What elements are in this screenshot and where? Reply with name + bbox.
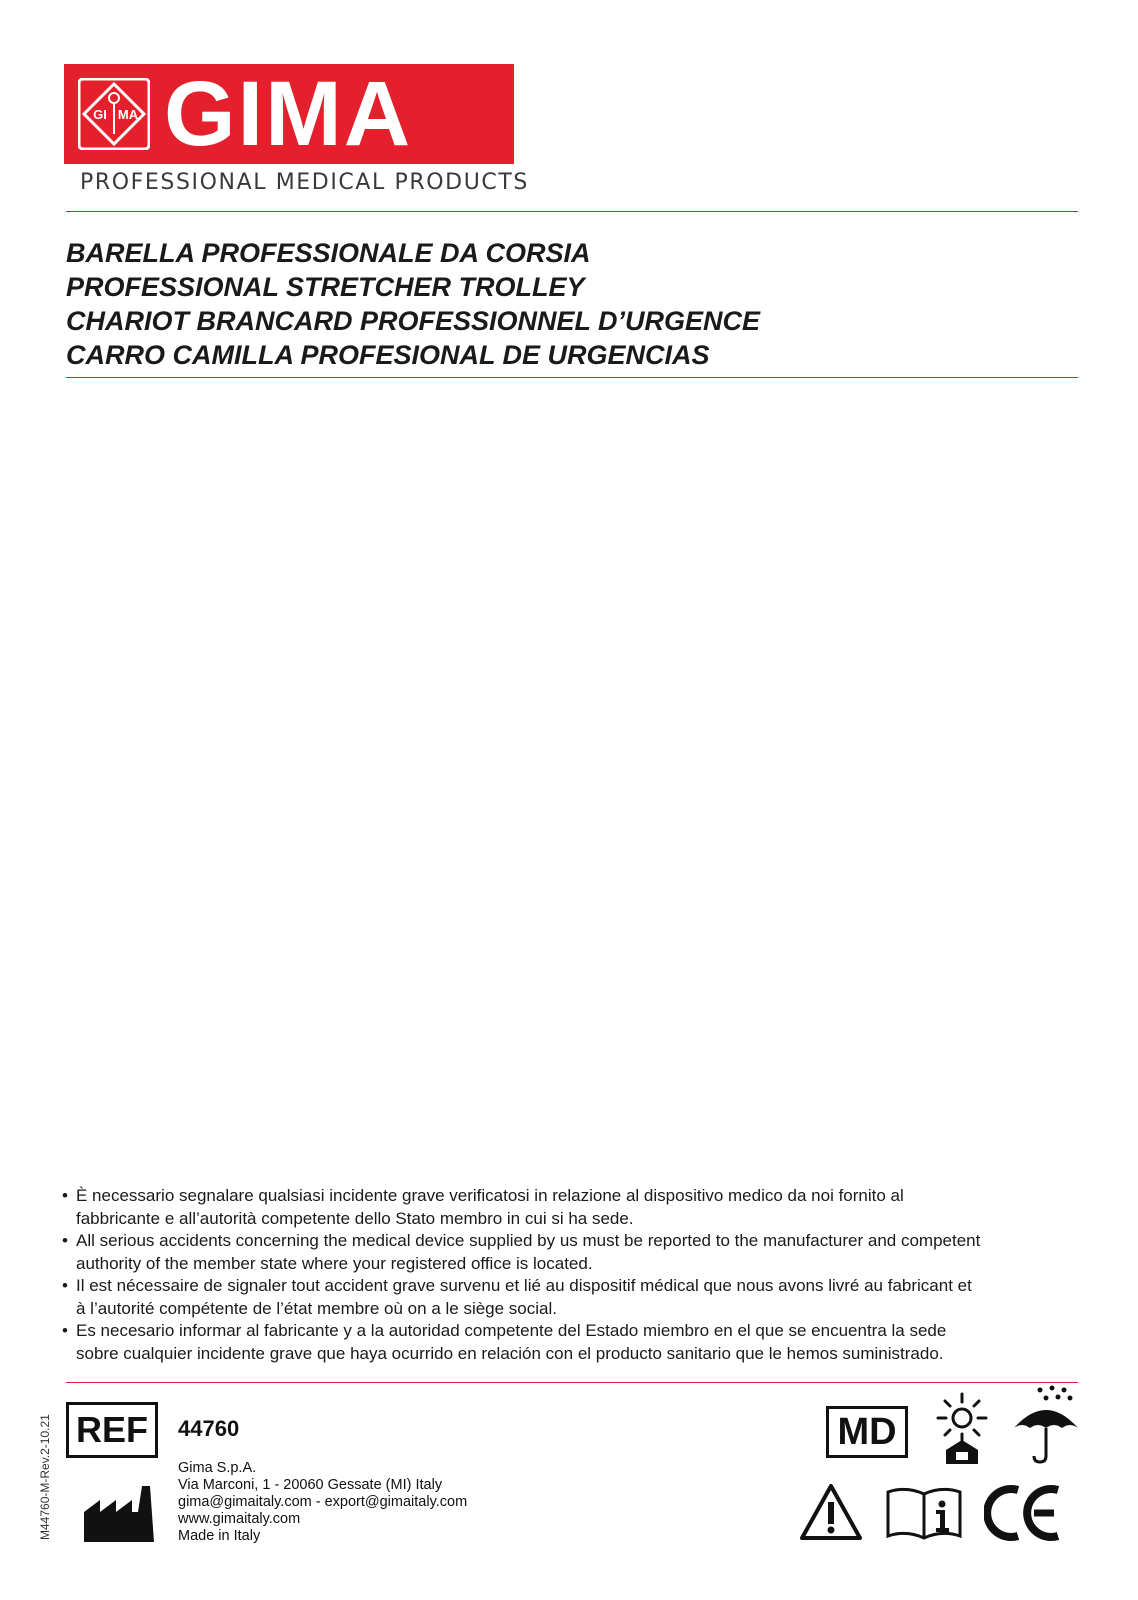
notice-line: All serious accidents concerning the medical device supplied by us must be reported to the manufacturer and competent [76,1231,981,1250]
ref-symbol: REF [66,1402,158,1458]
notice-line: authority of the member state where your registered office is located. [76,1253,593,1273]
logo-wordmark: GIMA [164,63,413,165]
notice-item-es [62,1320,1092,1365]
notice-item-en [62,1230,1092,1275]
notice-line: fabbricante e all’autorità competente dello Stato membro in cui si ha sede. [76,1208,634,1228]
company-origin: Made in Italy [178,1528,261,1544]
notice-line: Es necesario informar al fabricante y a la autoridad competente del Estado miembro en el que se encuentra la sede [76,1321,947,1340]
divider-footer [66,1382,1078,1383]
ref-number: 44760 [178,1416,240,1441]
bullet: • [62,1321,68,1340]
bullet: • [62,1231,68,1250]
notice-item-fr [62,1275,1092,1320]
bullet: • [62,1276,68,1295]
incident-notice [62,1185,1092,1365]
title-en: PROFESSIONAL STRETCHER TROLLEY [66,272,585,302]
company-email: gima@gimaitaly.com - export@gimaitaly.com [178,1494,468,1510]
divider-top [66,211,1078,212]
tagline: PROFESSIONAL MEDICAL PRODUCTS [80,170,529,195]
notice-item-it [62,1185,1092,1230]
manufacturer-info [178,1460,467,1545]
warning-icon [798,1482,864,1542]
bullet: • [62,1186,68,1205]
product-titles [66,236,760,372]
ce-mark-icon [984,1484,1064,1542]
notice-line: È necessario segnalare qualsiasi incidente grave verificatosi in relazione al dispositivo medico da noi fornito al [76,1186,904,1205]
gima-emblem-icon [78,78,150,150]
company-name: Gima S.p.A. [178,1460,257,1476]
document-code: M44760-M-Rev.2-10.21 [38,1414,52,1540]
instructions-icon [884,1484,964,1542]
notice-line: Il est nécessaire de signaler tout accident grave survenu et lié au dispositif médical que nous avons livré au fabricant et [76,1276,972,1295]
keep-dry-icon [1010,1384,1082,1464]
emblem-text-right: MA [117,107,139,122]
company-address: Via Marconi, 1 - 20060 Gessate (MI) Italy [178,1477,443,1493]
notice-line: sobre cualquier incidente grave que haya ocurrido en relación con el producto sanitario que le hemos suministrado. [76,1343,944,1363]
notice-line: à l’autorité compétente de l’état membre où on a le siège social. [76,1298,557,1318]
company-website: www.gimaitaly.com [178,1511,301,1527]
divider-titles [66,377,1078,378]
title-it: BARELLA PROFESSIONALE DA CORSIA [66,238,591,268]
emblem-text-left: GI [93,107,107,122]
keep-away-from-sunlight-icon [924,1390,1000,1466]
title-es: CARRO CAMILLA PROFESIONAL DE URGENCIAS [66,340,710,370]
md-symbol: MD [826,1406,908,1458]
gima-logo [64,64,514,164]
title-fr: CHARIOT BRANCARD PROFESSIONNEL D’URGENCE [66,306,761,336]
factory-icon [84,1486,156,1542]
